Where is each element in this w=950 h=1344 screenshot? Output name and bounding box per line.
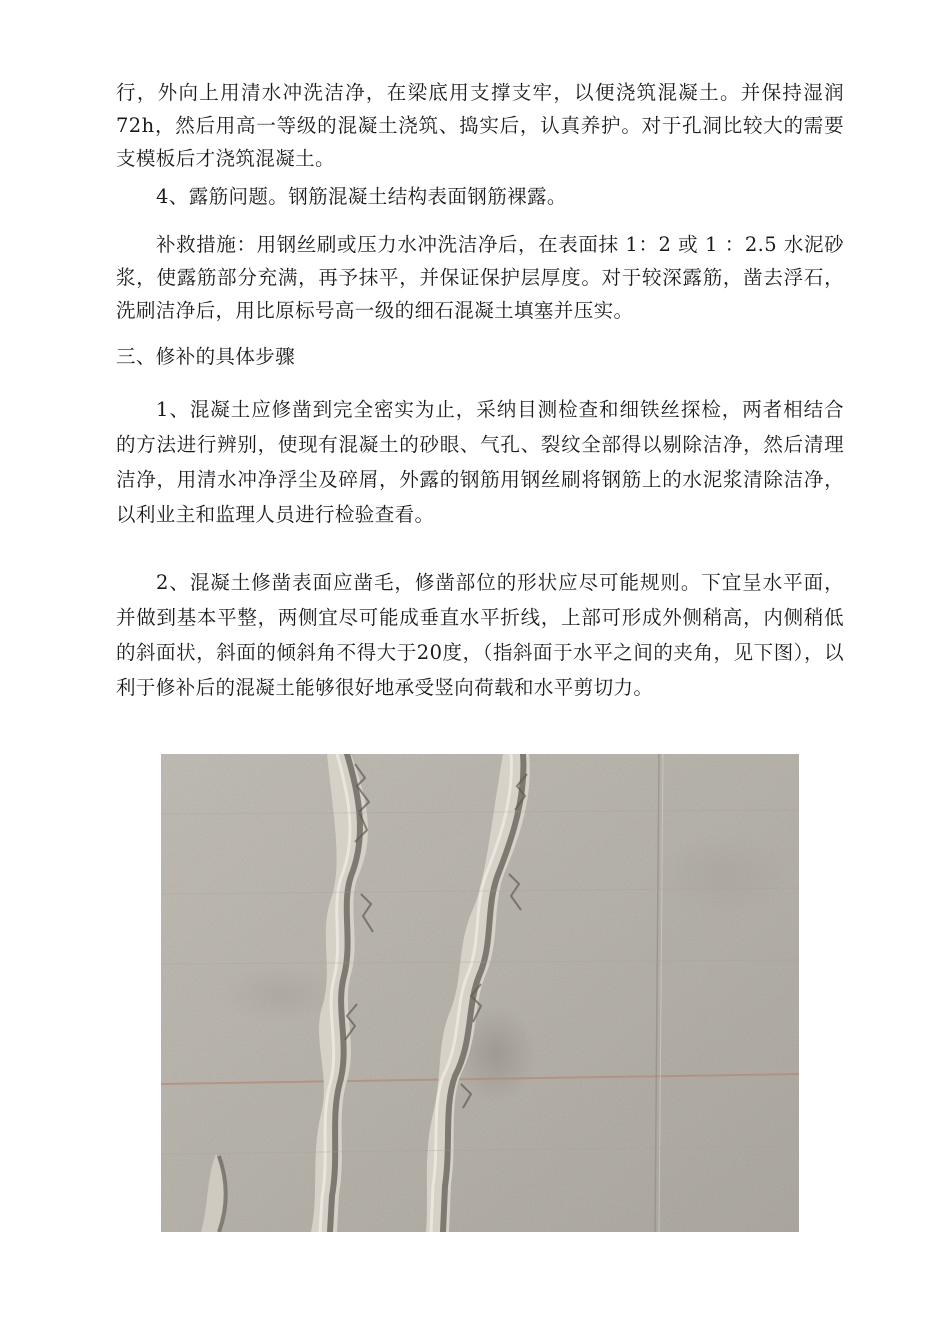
paragraph-exposed-rebar-issue: 4、露筋问题。钢筋混凝土结构表面钢筋裸露。: [156, 185, 567, 208]
section-heading-repair-steps: 三、修补的具体步骤: [116, 345, 296, 368]
paragraph-step-2: 2、混凝土修凿表面应凿毛，修凿部位的形状应尽可能规则。下宜呈水平面，并做到基本平整，两侧宜尽可能成垂直水平折线，上部可形成外侧稍高，内侧稍低的斜面状，斜面的倾斜角不得大于20度，（指斜面于水平之间的夹角，见下图），以利于修补后的混凝土能够很好地承受竖向荷载和水平剪切力。: [116, 571, 844, 699]
paragraph-remedy-measures: 补救措施：用钢丝刷或压力水冲洗洁净后，在表面抹 1：2 或 1 ：2.5 水泥砂浆，使露筋部分充满，再予抹平，并保证保护层厚度。对于较深露筋，凿去浮石，洗刷洁净后，用比原标号高一级的细石混凝土填塞并压实。: [116, 233, 844, 322]
concrete-chiseling-photo: [161, 754, 799, 1232]
paragraph-step-1: 1、混凝土应修凿到完全密实为止，采纳目测检查和细铁丝探检，两者相结合的方法进行辨别，使现有混凝土的砂眼、气孔、裂纹全部得以剔除洁净，然后清理洁净，用清水冲净浮尘及碎屑，外露的钢筋用钢丝刷将钢筋上的水泥浆清除洁净，以利业主和监理人员进行检验查看。: [116, 398, 844, 526]
paragraph-continuation: 行，外向上用清水冲洗洁净，在梁底用支撑支牢，以便浇筑混凝土。并保持湿润72h，然后用高一等级的混凝土浇筑、捣实后，认真养护。对于孔洞比较大的需要支模板后才浇筑混凝土。: [116, 81, 844, 170]
